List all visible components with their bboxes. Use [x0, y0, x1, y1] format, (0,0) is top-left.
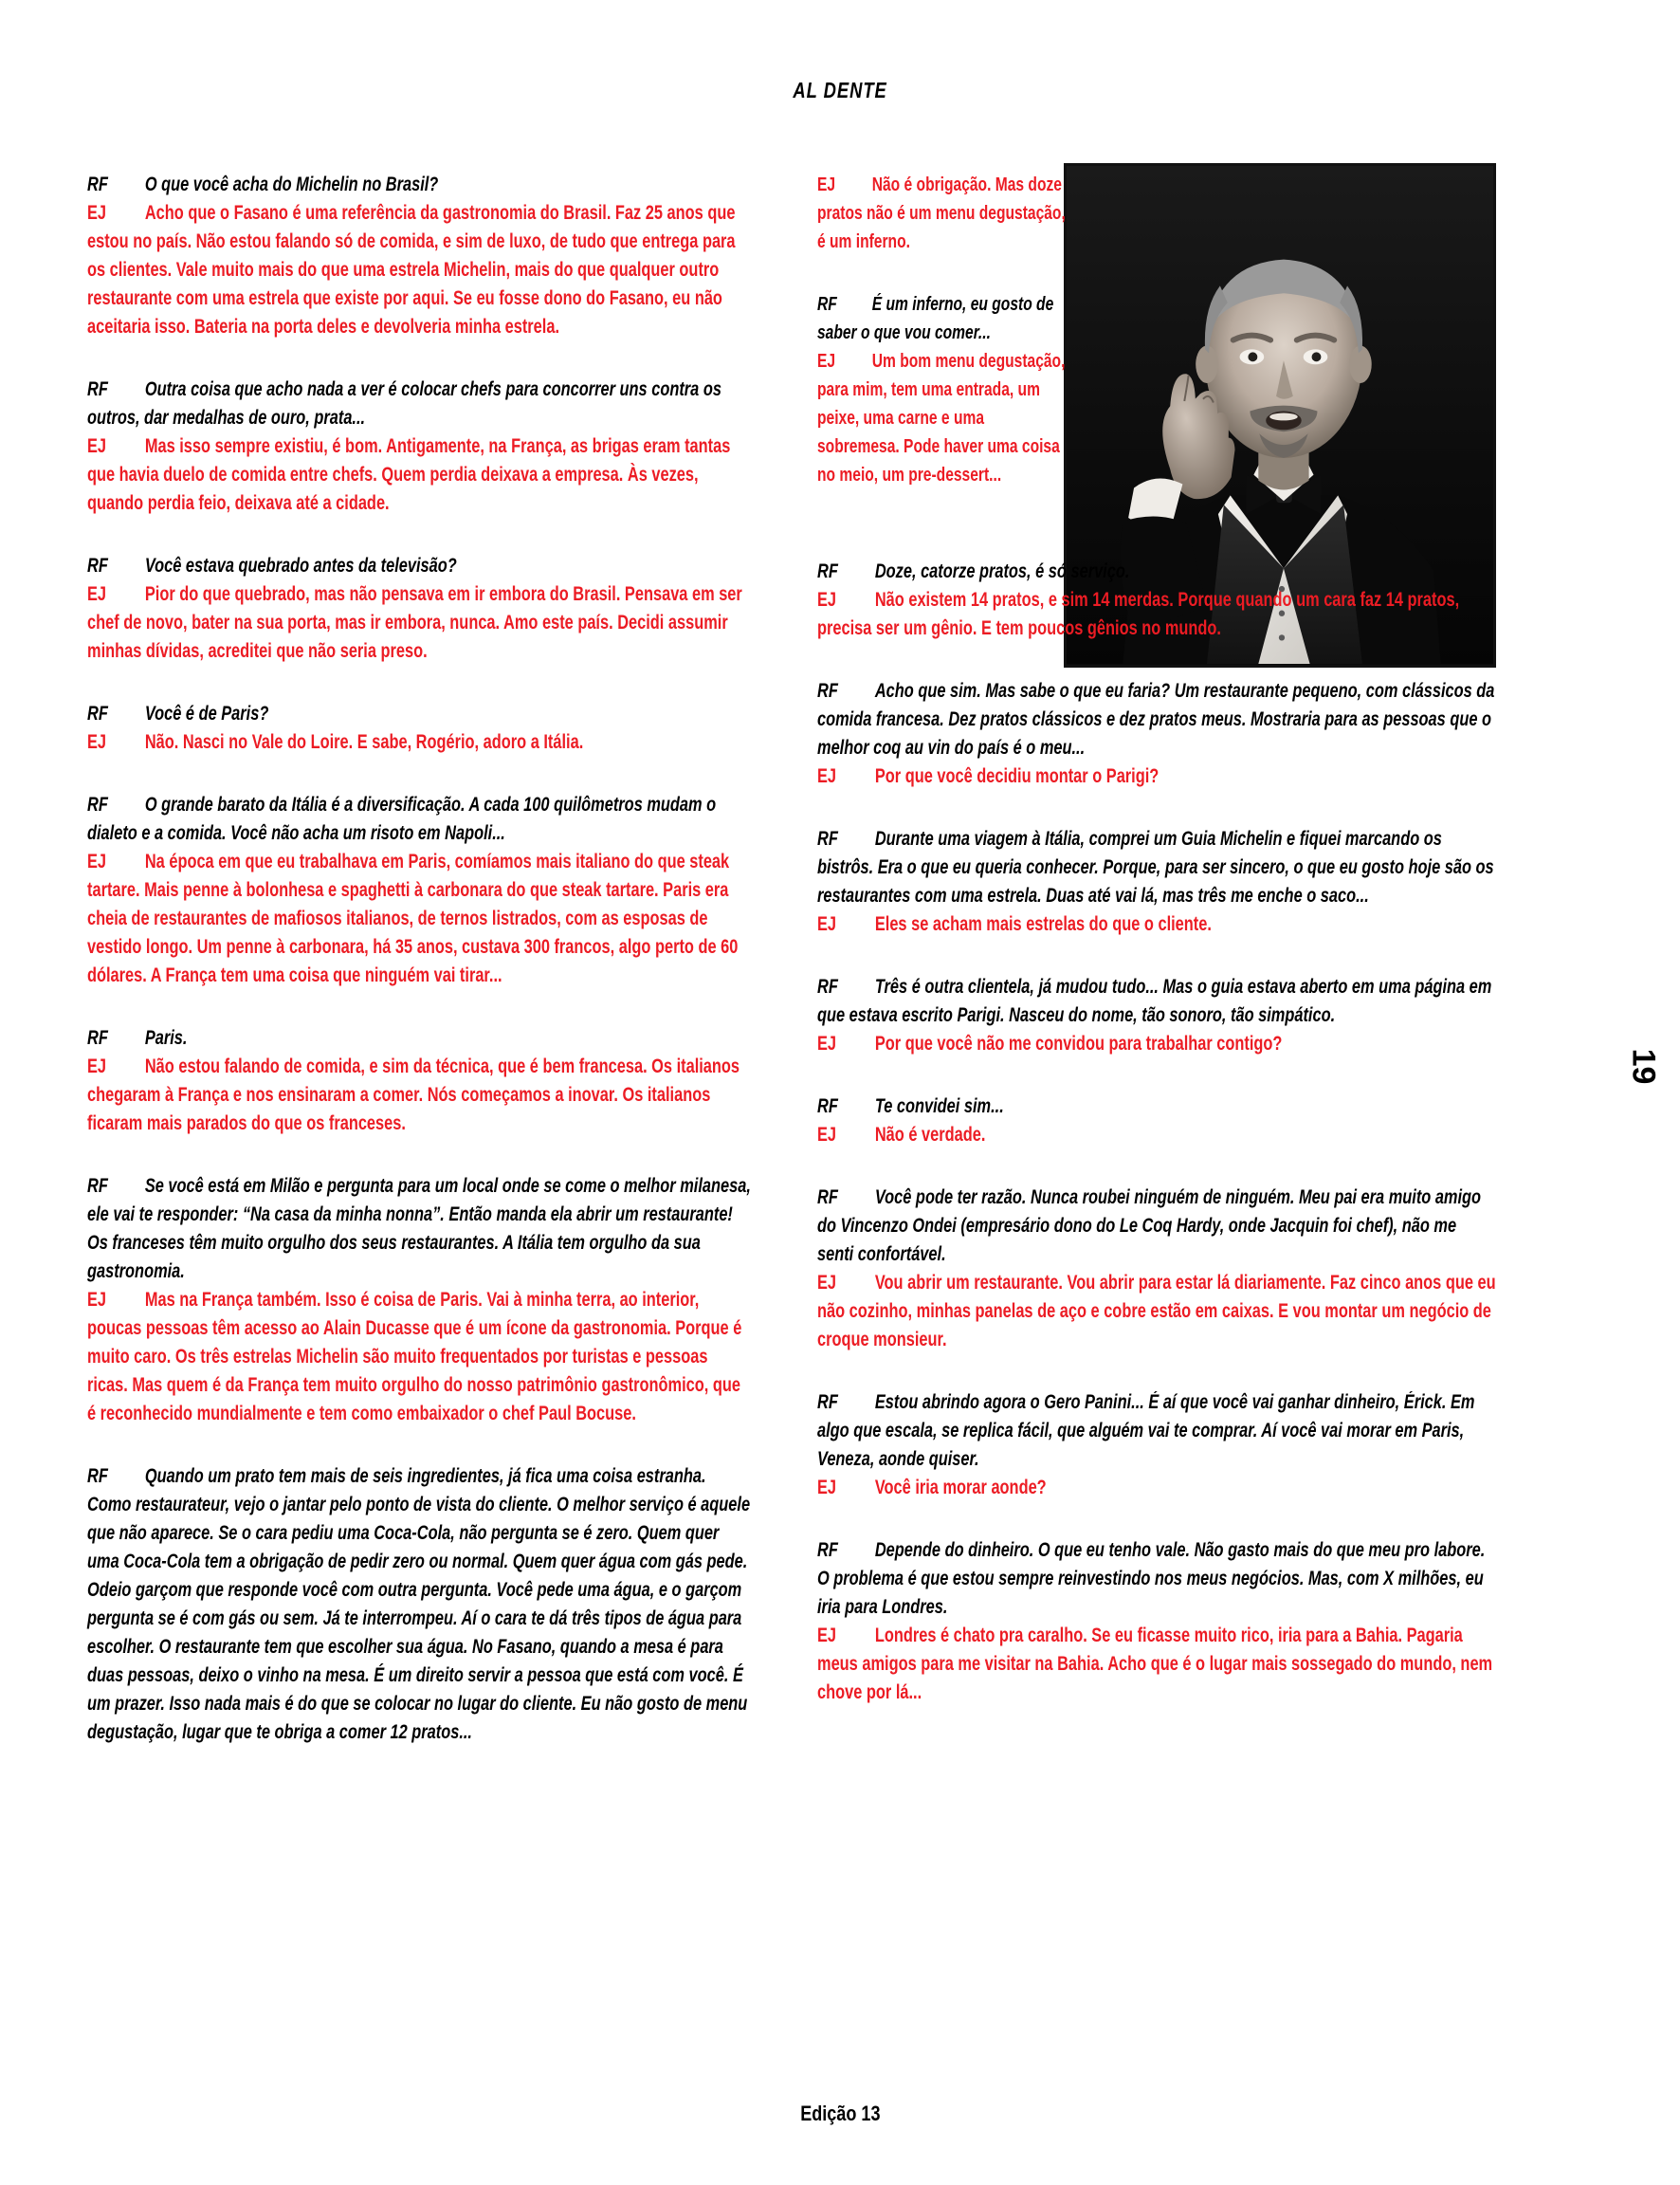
qa-block: [817, 1388, 1496, 1502]
question-text: Você é de Paris?: [144, 703, 269, 725]
question-text: Você pode ter razão. Nunca roubei ninguém de ninguém. Meu pai era muito amigo do Vincenzo Ondei (empresário dono do Le Coq Hardy, onde Jacquin foi chef), não me senti confortável.: [817, 1186, 1482, 1265]
edition-label: Edição 13: [799, 2102, 881, 2125]
question-text: Outra coisa que acho nada a ver é colocar chefs para concorrer uns contra os outros, dar medalhas de ouro, prata...: [87, 378, 721, 429]
speaker-tag-rf: RF: [817, 976, 838, 998]
answer-text: Eles se acham mais estrelas do que o cliente.: [874, 913, 1212, 935]
answer-line: [817, 762, 1496, 791]
answer-line: [817, 1474, 1496, 1502]
question-line: [87, 1172, 751, 1286]
answer-line: [87, 728, 751, 757]
question-text: O grande barato da Itália é a diversificação. A cada 100 quilômetros mudam o dialeto e a comida. Você não acha um risoto em Napoli...: [87, 794, 717, 844]
speaker-tag-ej: EJ: [87, 1289, 107, 1311]
question-text: O que você acha do Michelin no Brasil?: [144, 174, 439, 195]
qa-block: [87, 700, 751, 757]
qa-block: [817, 290, 1066, 489]
question-text: Doze, catorze pratos, é só serviço.: [874, 560, 1130, 582]
answer-line: [817, 1622, 1496, 1707]
page-header: [0, 78, 1680, 103]
speaker-tag-rf: RF: [817, 294, 837, 315]
speaker-tag-rf: RF: [87, 703, 108, 725]
answer-text: Por que você decidiu montar o Parigi?: [874, 765, 1160, 787]
answer-text: Não estou falando de comida, e sim da técnica, que é bem francesa. Os italianos chegaram à França e nos ensinaram a comer. Nós começamos a inovar. Os italianos ficaram mais parados do que os franceses.: [87, 1056, 740, 1134]
question-line: [817, 825, 1496, 910]
speaker-tag-ej: EJ: [817, 1272, 837, 1294]
qa-block: [87, 1024, 751, 1138]
speaker-tag-ej: EJ: [817, 765, 837, 787]
answer-text: Acho que o Fasano é uma referência da gastronomia do Brasil. Faz 25 anos que estou no país. Não estou falando só de comida, e sim de luxo, de tudo que entrega para os clientes. Vale muito mais do que uma estrela Michelin, mais do que qualquer outro restaurante com uma estrela que existe por aqui. Se eu fosse dono do Fasano, eu não aceitaria isso. Bateria na porta deles e devolveria minha estrela.: [87, 202, 736, 338]
speaker-tag-rf: RF: [87, 174, 108, 195]
question-line: [817, 558, 1496, 586]
photo-adjacent-text-block: [817, 171, 1066, 489]
question-line: [817, 1184, 1496, 1269]
answer-line: [87, 199, 751, 341]
answer-line: [87, 1286, 751, 1428]
answer-line: [87, 432, 751, 518]
question-line: [87, 700, 751, 728]
answer-text: Mas isso sempre existiu, é bom. Antigamente, na França, as brigas eram tantas que havia duelo de comida entre chefs. Quem perdia deixava a empresa. Às vezes, quando perdia feio, deixava até a cidade.: [87, 435, 731, 514]
right-column: [817, 171, 1496, 1741]
answer-text: Londres é chato pra caralho. Se eu ficasse muito rico, iria para a Bahia. Pagaria meus amigos para me visitar na Bahia. Acho que é o lugar mais sossegado do mundo, nem chove por lá...: [817, 1625, 1493, 1703]
speaker-tag-rf: RF: [87, 378, 108, 400]
speaker-tag-rf: RF: [87, 1465, 108, 1487]
question-text: Três é outra clientela, já mudou tudo... Mas o guia estava aberto em uma página em que estava escrito Parigi. Nasceu do nome, tão sonoro, tão simpático.: [817, 976, 1492, 1026]
qa-block: [817, 825, 1496, 939]
qa-block: [817, 677, 1496, 791]
question-text: Quando um prato tem mais de seis ingredientes, já fica uma coisa estranha. Como restaurateur, vejo o jantar pelo ponto de vista do cliente. O melhor serviço é aquele que não aparece. Se o cara pediu uma Coca-Cola, não pergunta se é zero. Quem quer uma Coca-Cola tem a obrigação de pedir zero ou normal. Quem quer água com gás pede. Odeio garçom que responde você com outra pergunta. Você pede uma água, e o garçom pergunta se é com gás ou sem. Já te interrompeu. Aí o cara te dá três tipos de água para escolher. O restaurante tem que escolher sua água. No Fasano, quando a mesa é para duas pessoas, deixo o vinho na mesa. É um direito servir a pessoa que está com você. É um prazer. Isso nada mais é do que se colocar no lugar do cliente. Eu não gosto de menu degustação, lugar que te obriga a comer 12 pratos...: [87, 1465, 751, 1743]
speaker-tag-ej: EJ: [817, 1477, 837, 1498]
answer-line: [87, 848, 751, 990]
speaker-tag-ej: EJ: [817, 174, 836, 195]
question-text: Acho que sim. Mas sabe o que eu faria? Um restaurante pequeno, com clássicos da comida francesa. Dez pratos clássicos e dez pratos meus. Mostraria para as pessoas que o melhor coq au vin do país é o meu...: [817, 680, 1495, 759]
qa-block: [87, 171, 751, 341]
speaker-tag-rf: RF: [817, 1391, 838, 1413]
speaker-tag-ej: EJ: [817, 913, 837, 935]
speaker-tag-ej: EJ: [87, 731, 107, 753]
qa-block: [87, 1172, 751, 1428]
answer-text: Na época em que eu trabalhava em Paris, comíamos mais italiano do que steak tartare. Mais penne à bolonhesa e spaghetti à carbonara do que steak tartare. Paris era cheia de restaurantes de mafiosos italianos, de ternos listrados, com as esposas de vestido longo. Um penne à carbonara, há 35 anos, custava 300 francos, algo perto de 60 dólares. A França tem uma coisa que ninguém vai tirar...: [87, 851, 739, 986]
question-text: Estou abrindo agora o Gero Panini... É aí que você vai ganhar dinheiro, Érick. Em algo que escala, se replica fácil, que alguém vai te comprar. Aí você vai morar em Paris, Veneza, aonde quiser.: [817, 1391, 1475, 1470]
answer-text: Um bom menu degustação, para mim, tem uma entrada, um peixe, uma carne e uma sobremesa. Pode haver uma coisa no meio, um pre-dessert...: [817, 351, 1066, 486]
speaker-tag-ej: EJ: [87, 851, 107, 872]
speaker-tag-ej: EJ: [817, 589, 837, 611]
answer-line: [87, 580, 751, 666]
qa-block: [817, 1092, 1496, 1149]
qa-block: [817, 1536, 1496, 1707]
speaker-tag-ej: EJ: [817, 1625, 837, 1646]
qa-block: [87, 552, 751, 666]
speaker-tag-ej: EJ: [87, 583, 107, 605]
answer-line: [817, 1121, 1496, 1149]
speaker-tag-rf: RF: [87, 794, 108, 816]
left-column: [87, 171, 751, 1781]
question-line: [87, 1024, 751, 1053]
answer-text: Mas na França também. Isso é coisa de Paris. Vai à minha terra, ao interior, poucas pessoas têm acesso ao Alain Ducasse que é um ícone da gastronomia. Porque é muito caro. Os três estrelas Michelin são muito frequentados por turistas e pessoas ricas. Mas quem é da França tem muito orgulho do nosso patrimônio gastronômico, que é reconhecido mundialmente e tem como embaixador o chef Paul Bocuse.: [87, 1289, 742, 1424]
speaker-tag-rf: RF: [817, 1095, 838, 1117]
question-line: [87, 1462, 751, 1747]
answer-line: [817, 586, 1496, 643]
question-line: [817, 1536, 1496, 1622]
question-line: [817, 677, 1496, 762]
speaker-tag-rf: RF: [87, 555, 108, 577]
page-footer: [0, 2102, 1680, 2126]
qa-block: [817, 973, 1496, 1058]
speaker-tag-ej: EJ: [817, 1033, 837, 1055]
question-line: [87, 552, 751, 580]
qa-block: [817, 171, 1066, 256]
qa-block: [817, 558, 1496, 643]
qa-block: [87, 1462, 751, 1747]
speaker-tag-ej: EJ: [87, 435, 107, 457]
speaker-tag-ej: EJ: [87, 202, 107, 224]
answer-line: [817, 1269, 1496, 1354]
question-text: Paris.: [144, 1027, 188, 1049]
speaker-tag-rf: RF: [817, 680, 838, 702]
answer-line: [817, 347, 1066, 489]
answer-text: Vou abrir um restaurante. Vou abrir para estar lá diariamente. Faz cinco anos que eu não cozinho, minhas panelas de aço e cobre estão em caixas. E vou montar um negócio de croque monsieur.: [817, 1272, 1496, 1350]
answer-text: Não. Nasci no Vale do Loire. E sabe, Rogério, adoro a Itália.: [144, 731, 584, 753]
question-text: Depende do dinheiro. O que eu tenho vale. Não gasto mais do que meu pro labore. O problema é que estou sempre reinvestindo nos meus negócios. Mas, com X milhões, eu iria para Londres.: [817, 1539, 1486, 1618]
speaker-tag-rf: RF: [817, 828, 838, 850]
qa-block: [817, 1184, 1496, 1354]
page-number: 19: [1625, 1048, 1662, 1085]
question-text: É um inferno, eu gosto de saber o que vou comer...: [817, 294, 1054, 343]
answer-line: [817, 171, 1066, 256]
question-line: [817, 973, 1496, 1030]
question-text: Se você está em Milão e pergunta para um local onde se come o melhor milanesa, ele vai te responder: “Na casa da minha nonna”. Então manda ela abrir um restaurante! Os franceses têm muito orgulho dos seus restaurantes. A Itália tem orgulho da sua gastronomia.: [87, 1175, 751, 1282]
question-line: [87, 791, 751, 848]
qa-block: [87, 791, 751, 990]
speaker-tag-rf: RF: [817, 1539, 838, 1561]
question-line: [817, 1388, 1496, 1474]
question-line: [817, 290, 1066, 347]
speaker-tag-rf: RF: [817, 1186, 838, 1208]
question-text: Te convidei sim...: [874, 1095, 1004, 1117]
speaker-tag-rf: RF: [817, 560, 838, 582]
question-line: [87, 171, 751, 199]
question-text: Você estava quebrado antes da televisão?: [144, 555, 457, 577]
answer-text: Não é verdade.: [874, 1124, 986, 1146]
question-line: [87, 376, 751, 432]
answer-line: [817, 1030, 1496, 1058]
speaker-tag-ej: EJ: [87, 1056, 107, 1077]
answer-line: [817, 910, 1496, 939]
qa-block: [87, 376, 751, 518]
answer-text: Pior do que quebrado, mas não pensava em ir embora do Brasil. Pensava em ser chef de novo, bater na sua porta, mas ir embora, nunca. Amo este país. Decidi assumir minhas dívidas, acreditei que não seria preso.: [87, 583, 742, 662]
section-title: AL DENTE: [793, 78, 887, 102]
answer-text: Você iria morar aonde?: [874, 1477, 1047, 1498]
question-line: [817, 1092, 1496, 1121]
speaker-tag-ej: EJ: [817, 351, 836, 372]
speaker-tag-ej: EJ: [817, 1124, 837, 1146]
question-text: Durante uma viagem à Itália, comprei um Guia Michelin e fiquei marcando os bistrôs. Era o que eu queria conhecer. Porque, para ser sincero, o que eu gosto hoje são os restaurantes com uma estrela. Duas até vai lá, mas três me enche o saco...: [817, 828, 1494, 907]
answer-text: Não é obrigação. Mas doze pratos não é um menu degustação, é um inferno.: [817, 174, 1066, 252]
answer-text: Não existem 14 pratos, e sim 14 merdas. Porque quando um cara faz 14 pratos, precisa ser um gênio. E tem poucos gênios no mundo.: [817, 589, 1460, 639]
answer-line: [87, 1053, 751, 1138]
speaker-tag-rf: RF: [87, 1175, 108, 1197]
spacer: [817, 523, 1496, 558]
answer-text: Por que você não me convidou para trabalhar contigo?: [874, 1033, 1283, 1055]
speaker-tag-rf: RF: [87, 1027, 108, 1049]
